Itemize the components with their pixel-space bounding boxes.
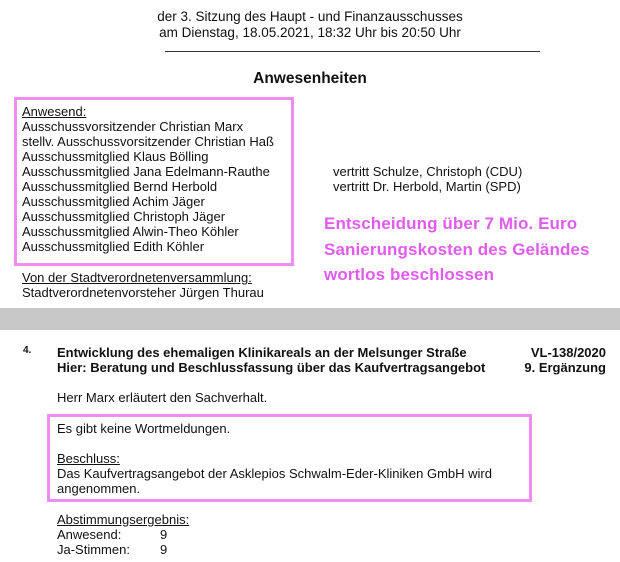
member-1: Ausschussvorsitzender Christian Marx [22, 119, 244, 134]
member-9: Ausschussmitglied Edith Köhler [22, 239, 205, 254]
session-header-line2: am Dienstag, 18.05.2021, 18:32 Uhr bis 20:50 Uhr [159, 25, 461, 40]
agenda-ref-sub: 9. Ergänzung [524, 360, 606, 375]
member-6: Ausschussmitglied Achim Jäger [22, 194, 205, 209]
present-label: Anwesend: [22, 104, 87, 119]
explanation-text: Herr Marx erläutert den Sachverhalt. [57, 390, 268, 405]
member-7: Ausschussmitglied Christoph Jäger [22, 209, 226, 224]
resolution-line1: Das Kaufvertragsangebot der Asklepios Schwalm-Eder-Kliniken GmbH wird [57, 466, 492, 481]
substitute-1: vertritt Schulze, Christoph (CDU) [333, 164, 523, 179]
member-4: Ausschussmitglied Jana Edelmann-Rauthe [22, 164, 270, 179]
substitute-2: vertritt Dr. Herbold, Martin (SPD) [333, 179, 521, 194]
vote-label: Abstimmungsergebnis: [57, 512, 190, 527]
vote-present-value: 9 [160, 527, 168, 542]
agenda-title-line2: Hier: Beratung und Beschlussfassung über das Kaufvertragsangebot [57, 360, 486, 375]
agenda-title-line1: Entwicklung des ehemaligen Klinikareals an der Melsunger Straße [57, 345, 467, 360]
header-divider [165, 51, 540, 52]
assembly-member: Stadtverordnetenvorsteher Jürgen Thurau [22, 285, 264, 300]
assembly-label: Von der Stadtverordnetenversammlung: [22, 270, 252, 285]
member-2: stellv. Ausschussvorsitzender Christian Haß [22, 134, 274, 149]
agenda-ref: VL-138/2020 [530, 345, 606, 360]
resolution-line2: angenommen. [57, 481, 141, 496]
resolution-label: Beschluss: [57, 451, 120, 466]
member-3: Ausschussmitglied Klaus Bölling [22, 149, 209, 164]
annotation-line-3: wortlos beschlossen [324, 265, 495, 284]
annotation-line-1: Entscheidung über 7 Mio. Euro [324, 214, 578, 233]
vote-present-label: Anwesend: [57, 527, 122, 542]
session-header-line1: der 3. Sitzung des Haupt - und Finanzausschusses [157, 9, 463, 24]
member-5: Ausschussmitglied Bernd Herbold [22, 179, 218, 194]
annotation-line-2: Sanierungskosten des Geländes [324, 240, 590, 259]
agenda-number: 4. [23, 345, 32, 356]
vote-yes-value: 9 [160, 542, 168, 557]
member-8: Ausschussmitglied Alwin-Theo Köhler [22, 224, 239, 239]
section-separator [0, 308, 620, 330]
vote-yes-label: Ja-Stimmen: [57, 542, 130, 557]
attendance-title: Anwesenheiten [253, 70, 367, 87]
no-speeches-text: Es gibt keine Wortmeldungen. [57, 421, 231, 436]
